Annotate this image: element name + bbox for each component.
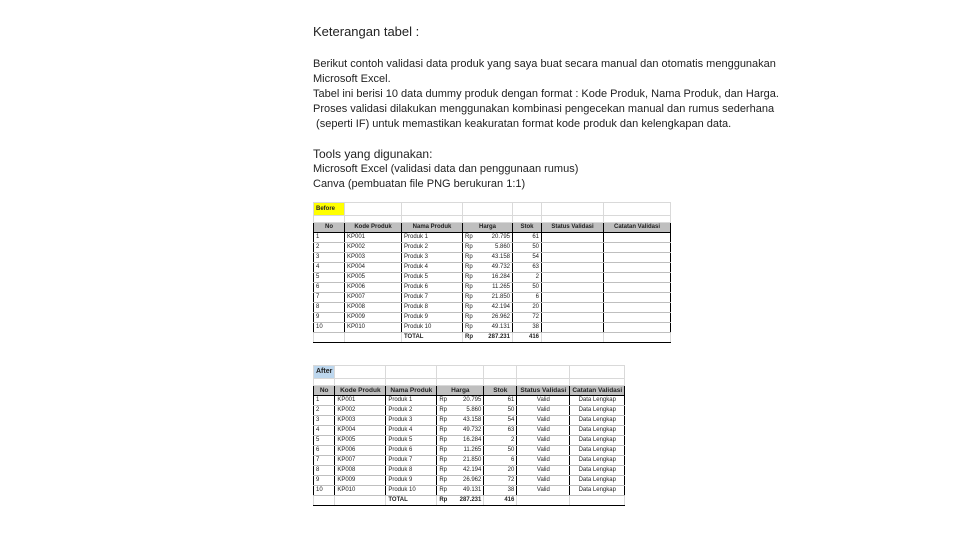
kode-cell: KP009 (335, 476, 386, 486)
catatan-cell: Data Lengkap (570, 396, 625, 406)
column-header: Harga (437, 386, 484, 396)
harga-value: 43.158 (462, 417, 482, 423)
empty-cell (542, 333, 604, 343)
table-label: Before (314, 203, 345, 216)
status-cell (542, 263, 604, 273)
currency-label: Rp (465, 304, 473, 310)
nama-cell: Produk 2 (402, 243, 463, 253)
header-row (314, 223, 671, 233)
empty-cell (314, 216, 345, 223)
catatan-cell (604, 263, 671, 273)
harga-value: 42.194 (491, 304, 510, 310)
currency-label: Rp (465, 254, 473, 260)
status-cell (542, 253, 604, 263)
before-table (313, 202, 671, 343)
stok-cell: 6 (513, 293, 542, 303)
harga-cell (437, 416, 484, 426)
stok-cell: 38 (484, 486, 517, 496)
stok-cell: 38 (513, 323, 542, 333)
empty-cell (314, 333, 345, 343)
stok-cell: 63 (484, 426, 517, 436)
stok-cell: 61 (513, 233, 542, 243)
status-cell: Valid (517, 456, 570, 466)
status-cell: Valid (517, 466, 570, 476)
status-cell (542, 233, 604, 243)
nama-cell: Produk 3 (386, 416, 437, 426)
kode-cell: KP004 (345, 263, 402, 273)
nama-cell: Produk 8 (386, 466, 437, 476)
no-cell: 4 (314, 263, 345, 273)
kode-cell: KP003 (335, 416, 386, 426)
total-stok: 416 (513, 333, 542, 343)
harga-cell (463, 303, 513, 313)
table-row (314, 233, 671, 243)
nama-cell: Produk 2 (386, 406, 437, 416)
empty-cell (604, 333, 671, 343)
status-cell (542, 283, 604, 293)
currency-label: Rp (465, 334, 473, 340)
catatan-cell (604, 273, 671, 283)
nama-cell: Produk 7 (402, 293, 463, 303)
no-cell: 3 (314, 253, 345, 263)
nama-cell: Produk 6 (386, 446, 437, 456)
catatan-cell: Data Lengkap (570, 426, 625, 436)
nama-cell: Produk 1 (386, 396, 437, 406)
nama-cell: Produk 4 (386, 426, 437, 436)
stok-cell: 20 (484, 466, 517, 476)
harga-cell (437, 396, 484, 406)
empty-cell (402, 216, 463, 223)
empty-cell (345, 216, 402, 223)
catatan-cell (604, 233, 671, 243)
empty-cell (484, 379, 517, 386)
currency-label: Rp (439, 427, 448, 433)
currency-label: Rp (465, 264, 473, 270)
table-label-row (314, 203, 671, 216)
harga-value: 11.265 (463, 447, 482, 453)
harga-value: 26.962 (491, 314, 510, 320)
harga-value: 49.732 (462, 427, 482, 433)
harga-value: 5.860 (466, 407, 482, 413)
catatan-cell: Data Lengkap (570, 466, 625, 476)
tools-section (313, 146, 813, 192)
description (313, 57, 813, 132)
kode-cell: KP006 (335, 446, 386, 456)
description-line: Proses validasi dilakukan menggunakan kombinasi pengecekan manual dan rumus sederhana (313, 103, 775, 115)
catatan-cell (604, 243, 671, 253)
kode-cell: KP006 (345, 283, 402, 293)
empty-cell (463, 216, 513, 223)
currency-label: Rp (465, 314, 473, 320)
no-cell: 7 (314, 293, 345, 303)
nama-cell: Produk 6 (402, 283, 463, 293)
kode-cell: KP009 (345, 313, 402, 323)
catatan-cell: Data Lengkap (570, 416, 625, 426)
currency-label: Rp (439, 487, 448, 493)
no-cell: 6 (314, 446, 335, 456)
empty-cell (570, 366, 625, 379)
harga-cell (463, 333, 513, 343)
currency-label: Rp (439, 477, 448, 483)
empty-cell (570, 496, 625, 506)
nama-cell: Produk 1 (402, 233, 463, 243)
empty-cell (345, 333, 402, 343)
currency-label: Rp (439, 447, 448, 453)
harga-cell (463, 323, 513, 333)
no-cell: 2 (314, 406, 335, 416)
column-header: Status Validasi (517, 386, 570, 396)
stok-cell: 72 (513, 313, 542, 323)
currency-label: Rp (439, 417, 448, 423)
nama-cell: Produk 5 (386, 436, 437, 446)
no-cell: 6 (314, 283, 345, 293)
stok-cell: 6 (484, 456, 517, 466)
status-cell: Valid (517, 416, 570, 426)
catatan-cell (604, 253, 671, 263)
spacer-row (314, 216, 671, 223)
catatan-cell: Data Lengkap (570, 486, 625, 496)
stok-cell: 61 (484, 396, 517, 406)
no-cell: 8 (314, 303, 345, 313)
nama-cell: Produk 3 (402, 253, 463, 263)
column-header: Kode Produk (335, 386, 386, 396)
harga-cell (463, 293, 513, 303)
empty-cell (463, 203, 513, 216)
table-row (314, 243, 671, 253)
status-cell (542, 313, 604, 323)
table-row (314, 476, 625, 486)
harga-value: 49.131 (462, 487, 482, 493)
table-row (314, 283, 671, 293)
kode-cell: KP010 (345, 323, 402, 333)
empty-cell (437, 379, 484, 386)
harga-value: 49.732 (491, 264, 510, 270)
table-row (314, 323, 671, 333)
no-cell: 3 (314, 416, 335, 426)
stok-cell: 63 (513, 263, 542, 273)
empty-cell (542, 203, 604, 216)
kode-cell: KP007 (345, 293, 402, 303)
empty-cell (542, 216, 604, 223)
kode-cell: KP001 (345, 233, 402, 243)
column-header: Nama Produk (386, 386, 437, 396)
harga-value: 287.231 (488, 334, 510, 340)
status-cell (542, 273, 604, 283)
total-row (314, 333, 671, 343)
catatan-cell (604, 303, 671, 313)
no-cell: 5 (314, 273, 345, 283)
catatan-cell: Data Lengkap (570, 406, 625, 416)
empty-cell (484, 366, 517, 379)
harga-value: 20.795 (491, 234, 510, 240)
kode-cell: KP002 (335, 406, 386, 416)
harga-value: 26.962 (462, 477, 482, 483)
currency-label: Rp (439, 497, 448, 503)
table-row (314, 396, 625, 406)
harga-value: 49.131 (491, 324, 510, 330)
kode-cell: KP008 (335, 466, 386, 476)
kode-cell: KP007 (335, 456, 386, 466)
spacer-row (314, 379, 625, 386)
currency-label: Rp (465, 324, 473, 330)
before-sheet (313, 202, 671, 343)
harga-value: 16.284 (491, 274, 510, 280)
harga-cell (463, 313, 513, 323)
no-cell: 4 (314, 426, 335, 436)
status-cell (542, 323, 604, 333)
column-header: Catatan Validasi (570, 386, 625, 396)
harga-cell (463, 283, 513, 293)
kode-cell: KP005 (335, 436, 386, 446)
tools-title: Tools yang digunakan: (313, 147, 433, 161)
column-header: Kode Produk (345, 223, 402, 233)
empty-cell (386, 366, 437, 379)
nama-cell: Produk 10 (386, 486, 437, 496)
status-cell (542, 303, 604, 313)
kode-cell: KP005 (345, 273, 402, 283)
table-row (314, 416, 625, 426)
column-header: Catatan Validasi (604, 223, 671, 233)
empty-cell (335, 496, 386, 506)
column-header: Stok (484, 386, 517, 396)
column-header: Nama Produk (402, 223, 463, 233)
empty-cell (437, 366, 484, 379)
kode-cell: KP008 (345, 303, 402, 313)
catatan-cell (604, 283, 671, 293)
empty-cell (517, 379, 570, 386)
harga-value: 21.850 (491, 294, 510, 300)
no-cell: 7 (314, 456, 335, 466)
empty-cell (314, 379, 335, 386)
harga-cell (437, 436, 484, 446)
harga-cell (437, 466, 484, 476)
stok-cell: 2 (484, 436, 517, 446)
kode-cell: KP004 (335, 426, 386, 436)
harga-cell (463, 263, 513, 273)
currency-label: Rp (465, 284, 473, 290)
currency-label: Rp (439, 457, 448, 463)
catatan-cell (604, 323, 671, 333)
empty-cell (335, 379, 386, 386)
harga-cell (437, 476, 484, 486)
status-cell: Valid (517, 446, 570, 456)
table-row (314, 303, 671, 313)
table-label: After (314, 366, 335, 379)
stok-cell: 54 (513, 253, 542, 263)
currency-label: Rp (465, 294, 473, 300)
empty-cell (604, 203, 671, 216)
stok-cell: 20 (513, 303, 542, 313)
table-label-row (314, 366, 625, 379)
tools-item: Canva (pembuatan file PNG berukuran 1:1) (313, 178, 526, 190)
total-label: TOTAL (386, 496, 437, 506)
nama-cell: Produk 4 (402, 263, 463, 273)
catatan-cell: Data Lengkap (570, 456, 625, 466)
description-line: Tabel ini berisi 10 data dummy produk dengan format : Kode Produk, Nama Produk, dan Harga. (313, 88, 779, 100)
no-cell: 1 (314, 233, 345, 243)
nama-cell: Produk 10 (402, 323, 463, 333)
kode-cell: KP010 (335, 486, 386, 496)
catatan-cell (604, 313, 671, 323)
harga-cell (437, 496, 484, 506)
harga-cell (463, 233, 513, 243)
harga-cell (437, 406, 484, 416)
currency-label: Rp (439, 407, 448, 413)
catatan-cell: Data Lengkap (570, 436, 625, 446)
status-cell: Valid (517, 476, 570, 486)
no-cell: 1 (314, 396, 335, 406)
empty-cell (345, 203, 402, 216)
column-header: No (314, 223, 345, 233)
no-cell: 9 (314, 313, 345, 323)
harga-cell (463, 253, 513, 263)
harga-value: 42.194 (462, 467, 482, 473)
table-row (314, 456, 625, 466)
harga-value: 287.231 (459, 497, 482, 503)
stok-cell: 54 (484, 416, 517, 426)
currency-label: Rp (465, 234, 473, 240)
table-row (314, 263, 671, 273)
harga-cell (463, 243, 513, 253)
status-cell: Valid (517, 486, 570, 496)
empty-cell (517, 366, 570, 379)
total-stok: 416 (484, 496, 517, 506)
table-row (314, 446, 625, 456)
stok-cell: 2 (513, 273, 542, 283)
currency-label: Rp (439, 467, 448, 473)
empty-cell (335, 366, 386, 379)
empty-cell (314, 496, 335, 506)
table-row (314, 436, 625, 446)
page-heading: Keterangan tabel : (313, 24, 420, 39)
nama-cell: Produk 7 (386, 456, 437, 466)
column-header: Stok (513, 223, 542, 233)
no-cell: 10 (314, 323, 345, 333)
catatan-cell: Data Lengkap (570, 446, 625, 456)
currency-label: Rp (439, 397, 448, 403)
harga-value: 21.850 (462, 457, 482, 463)
empty-cell (517, 496, 570, 506)
column-header: No (314, 386, 335, 396)
currency-label: Rp (465, 244, 473, 250)
header-row (314, 386, 625, 396)
currency-label: Rp (439, 437, 448, 443)
no-cell: 9 (314, 476, 335, 486)
harga-value: 11.265 (492, 284, 510, 290)
table-row (314, 253, 671, 263)
empty-cell (513, 203, 542, 216)
table-row (314, 293, 671, 303)
nama-cell: Produk 8 (402, 303, 463, 313)
description-line: Microsoft Excel. (313, 73, 391, 85)
harga-cell (437, 426, 484, 436)
harga-cell (463, 273, 513, 283)
table-row (314, 313, 671, 323)
no-cell: 5 (314, 436, 335, 446)
no-cell: 8 (314, 466, 335, 476)
after-sheet (313, 365, 625, 506)
nama-cell: Produk 9 (402, 313, 463, 323)
catatan-cell (604, 293, 671, 303)
table-row (314, 273, 671, 283)
empty-cell (402, 203, 463, 216)
column-header: Harga (463, 223, 513, 233)
currency-label: Rp (465, 274, 473, 280)
table-row (314, 466, 625, 476)
harga-cell (437, 486, 484, 496)
empty-cell (570, 379, 625, 386)
after-table (313, 365, 625, 506)
table-row (314, 426, 625, 436)
status-cell: Valid (517, 426, 570, 436)
description-line: Berikut contoh validasi data produk yang saya buat secara manual dan otomatis menggunakan (313, 58, 776, 70)
nama-cell: Produk 9 (386, 476, 437, 486)
kode-cell: KP003 (345, 253, 402, 263)
harga-value: 5.860 (494, 244, 510, 250)
total-row (314, 496, 625, 506)
description-line: (seperti IF) untuk memastikan keakuratan format kode produk dan kelengkapan data. (313, 118, 732, 130)
status-cell: Valid (517, 396, 570, 406)
harga-cell (437, 456, 484, 466)
harga-cell (437, 446, 484, 456)
harga-value: 20.795 (462, 397, 482, 403)
table-row (314, 486, 625, 496)
column-header: Status Validasi (542, 223, 604, 233)
stok-cell: 50 (484, 406, 517, 416)
stok-cell: 50 (513, 283, 542, 293)
empty-cell (513, 216, 542, 223)
empty-cell (386, 379, 437, 386)
kode-cell: KP002 (345, 243, 402, 253)
stok-cell: 72 (484, 476, 517, 486)
empty-cell (604, 216, 671, 223)
status-cell (542, 293, 604, 303)
nama-cell: Produk 5 (402, 273, 463, 283)
catatan-cell: Data Lengkap (570, 476, 625, 486)
status-cell (542, 243, 604, 253)
stok-cell: 50 (484, 446, 517, 456)
total-label: TOTAL (402, 333, 463, 343)
kode-cell: KP001 (335, 396, 386, 406)
stok-cell: 50 (513, 243, 542, 253)
table-row (314, 406, 625, 416)
tools-item: Microsoft Excel (validasi data dan penggunaan rumus) (313, 163, 579, 175)
status-cell: Valid (517, 406, 570, 416)
document-body (313, 24, 813, 192)
harga-value: 16.284 (462, 437, 482, 443)
no-cell: 2 (314, 243, 345, 253)
no-cell: 10 (314, 486, 335, 496)
harga-value: 43.158 (491, 254, 510, 260)
status-cell: Valid (517, 436, 570, 446)
